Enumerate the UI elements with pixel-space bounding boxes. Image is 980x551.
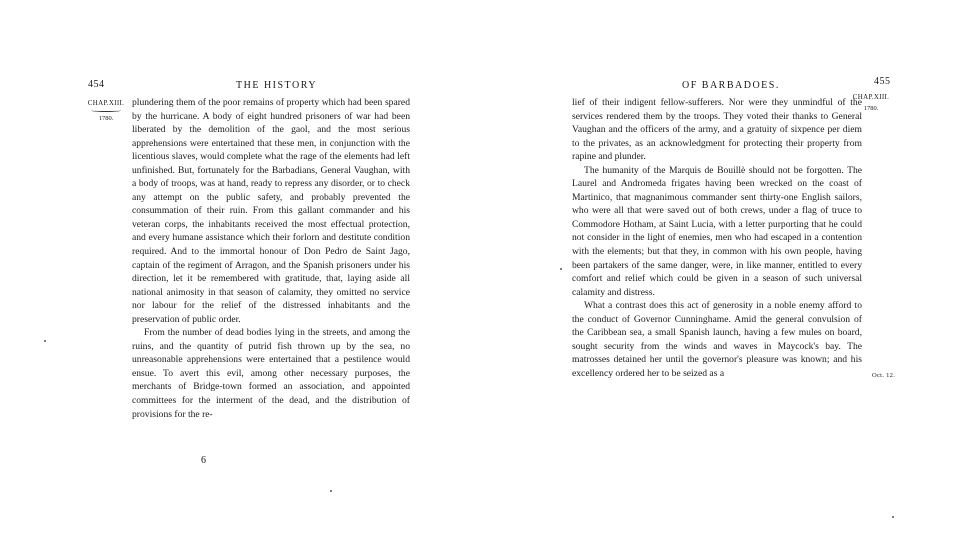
margin-date: Oct. 12.	[872, 372, 896, 379]
page-number: 454	[88, 79, 105, 90]
paragraph: The humanity of the Marquis de Bouillè should not be forgotten. The Laurel and Andromeda frigates having been wrecked on the coast of Martinico, that magnanimous commander sent thirty-one English sailors, who were all that were saved out of both crews, under a flag of truce to Commodore Hotham, at Saint Lucia, with a letter purporting that he could not consider in the light of enemies, men who had escaped in a contention with the elements; but that they, in common with his own people, having been partakers of the same danger, were, in like manner, entitled to every comfort and relief which could be given in a season of such universal calamity and distress.	[572, 164, 862, 298]
page-number: 455	[874, 76, 891, 87]
chapter-note: CHAP.XIII.	[852, 93, 890, 101]
brace-mark	[91, 109, 121, 112]
paragraph: lief of their indigent fellow-sufferers. Nor were they unmindful of the services rendered them by the troops. They voted their thanks to General Vaughan and the officers of the army, and a gratuity of sixpence per diem to the privates, as an acknowledgment for protecting their property from rapine and plunder.	[572, 97, 862, 163]
year-note: 1780.	[863, 105, 879, 112]
paragraph: plundering them of the poor remains of property which had been spared by the hurricane. A body of eight hundred prisoners of war had been liberated by the demolition of the gaol, and the most serious apprehensions were entertained that these men, in conjunction with the licentious slaves, would complete what the rage of the elements had left unfinished. But, fortunately for the Barbadians, General Vaughan, with a body of troops, was at hand, ready to repress any disorder, or to check any attempt on the public safety, and probably prevented the consummation of their ruin. From this gallant commander and his veteran corps, the inhabitants received the most effectual protection, and every humane assistance which their forlorn and destitute condition required. And to the immortal honour of Don Pedro de Saint Jago, captain of the regiment of Arragon, and the Spanish prisoners under his direction, let it be remembered with gratitude, that, laying aside all national animosity in that season of calamity, they omitted no service nor labour for the relief of the distressed inhabitants and the preservation of public order.	[132, 97, 410, 325]
scan-speck	[892, 516, 894, 518]
right-text-block	[572, 96, 862, 380]
year-note: 1780.	[98, 115, 114, 122]
side-note	[84, 98, 128, 124]
paragraph: What a contrast does this act of generosity in a noble enemy afford to the conduct of Governor Cunninghame. Amid the general convulsion of the Caribbean sea, a small Spanish launch, having a few mules on board, sought security from the winds and waves in Maycock's bay. The matrosses detained her until the governor's pleasure was known; and his excellency ordered her to be seized as a	[572, 300, 862, 379]
scan-speck	[560, 268, 562, 270]
left-page	[0, 0, 470, 551]
running-head: OF BARBADOES.	[682, 80, 780, 91]
scan-speck	[44, 340, 46, 342]
running-head: THE HISTORY	[236, 80, 318, 91]
right-page	[510, 0, 980, 551]
left-text-block	[132, 96, 410, 421]
signature-mark: 6	[201, 455, 206, 466]
scan-speck	[330, 490, 332, 492]
paragraph: From the number of dead bodies lying in the streets, and among the ruins, and the quantity of putrid fish thrown up by the sea, no unreasonable apprehensions were entertained that a pestilence would ensue. To avert this evil, among other necessary purposes, the merchants of Bridge-town formed an association, and appointed committees for the interment of the dead, and the distribution of provisions for the re-	[132, 327, 410, 420]
chapter-note: CHAP.XIII.	[87, 99, 125, 107]
